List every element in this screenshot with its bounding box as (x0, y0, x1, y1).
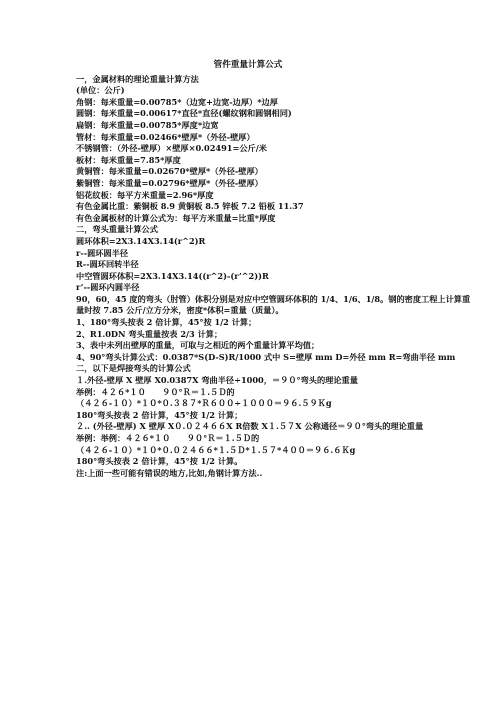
text-line: R--圆环回转半径 (76, 259, 139, 270)
list-item: 1、180°弯头按表 2 倍计算，45°按 1/2 计算； (76, 317, 257, 328)
formula-line: 扁钢：每米重量=0.00785*厚度*边宽 (76, 119, 219, 130)
formula-line: 铝花纹板：每平方米重量=2.96*厚度 (76, 189, 214, 200)
section-heading: 二，弯头重量计算公式 (76, 224, 158, 235)
formula-line: 中空管圆环体积=2X3.14X3.14((r^2)-(r’^2))R (76, 270, 269, 281)
section-heading: 一，金属材料的理论重量计算方法 (76, 73, 199, 84)
formula-line: １.外径-壁厚 X 壁厚 X0.0387X 弯曲半径÷1000，＝９０°弯头的理论重量 (76, 375, 358, 386)
text-line: (单位：公斤) (76, 85, 125, 96)
formula-line: 管材：每米重量=0.02466*壁厚*（外径-壁厚） (76, 131, 255, 142)
formula-line: 角钢：每米重量=0.00785*（边宽+边宽-边厚）*边厚 (76, 96, 278, 107)
formula-line: 圆钢：每米重量=0.00617*直径*直径(螺纹钢和圆钢相同) (76, 108, 292, 119)
section-heading: 二，以下是焊接弯头的计算公式 (76, 363, 191, 374)
example-line: （４２６-１０）*１０*０.３８７*Ｒ６００÷１０００＝９６.５９Ｋg (76, 398, 332, 409)
text-line: 有色金属板材的计算公式为：每平方米重量=比重*厚度 (76, 212, 276, 223)
page-title: 管件重量计算公式 (213, 60, 283, 70)
text-line: r--圆环圆半径 (76, 247, 129, 258)
formula-line: 黄铜管：每米重量=0.02670*壁厚*（外径-壁厚） (76, 166, 263, 177)
formula-line: ２.. (外径-壁厚) X 壁厚 X０.０２４６６X R倍数 X１.５７X 公称通径＝９０°弯头的理论重量 (76, 421, 424, 432)
example-line: 举例：举例：４２６*１０ ９０°Ｒ＝１.５Ｄ的 (76, 433, 260, 443)
example-line: 举例：４２６*１０ ９０°Ｒ＝１.５Ｄ的 (76, 386, 235, 397)
list-item: 2、R1.0DN 弯头重量按表 2/3 计算； (76, 328, 223, 339)
formula-line: 不锈钢管：（外径-壁厚）×壁厚×0.02491=公斤/米 (76, 143, 267, 154)
text-line: 180°弯头按表 2 倍计算，45°按 1/2 计算； (76, 409, 243, 420)
text-line: 有色金属比重：紫铜板 8.9 黄铜板 8.5 锌板 7.2 铅板 11.37 (76, 201, 304, 212)
formula-line: 紫铜管：每米重量=0.02796*壁厚*（外径-壁厚） (76, 177, 263, 188)
example-line: （４２６-１０）*１０*０.０２４６６*１.５Ｄ*１.５７*４００＝９６.６Ｋg (76, 444, 356, 455)
text-line: 180°弯头按表 2 倍计算，45°按 1/2 计算。 (76, 456, 243, 467)
list-item: 3、表中未列出壁厚的重量，可取与之相近的两个重量计算平均值； (76, 340, 320, 351)
paragraph: 90，60，45 度的弯头（肘管）体积分别是对应中空管圆环体积的 1/4、1/6、1/8。钢的密度工程上计算重量时按 7.85 公斤/立方分米，密度*体积=重量（质量）。 (76, 293, 471, 316)
formula-line: 圆环体积=2X3.14X3.14(r^2)R (76, 235, 206, 246)
text-line: r’--圆环内圆半径 (76, 282, 140, 293)
note-line: 注:上面一些可能有错误的地方,比如,角钢计算方法.. (76, 467, 263, 478)
list-item: 4、90°弯头计算公式：0.0387*S(D-S)R/1000 式中 S=壁厚 mm D=外径 mm R=弯曲半径 mm (76, 351, 456, 362)
formula-line: 板材：每米重量=7.85*厚度 (76, 154, 181, 165)
